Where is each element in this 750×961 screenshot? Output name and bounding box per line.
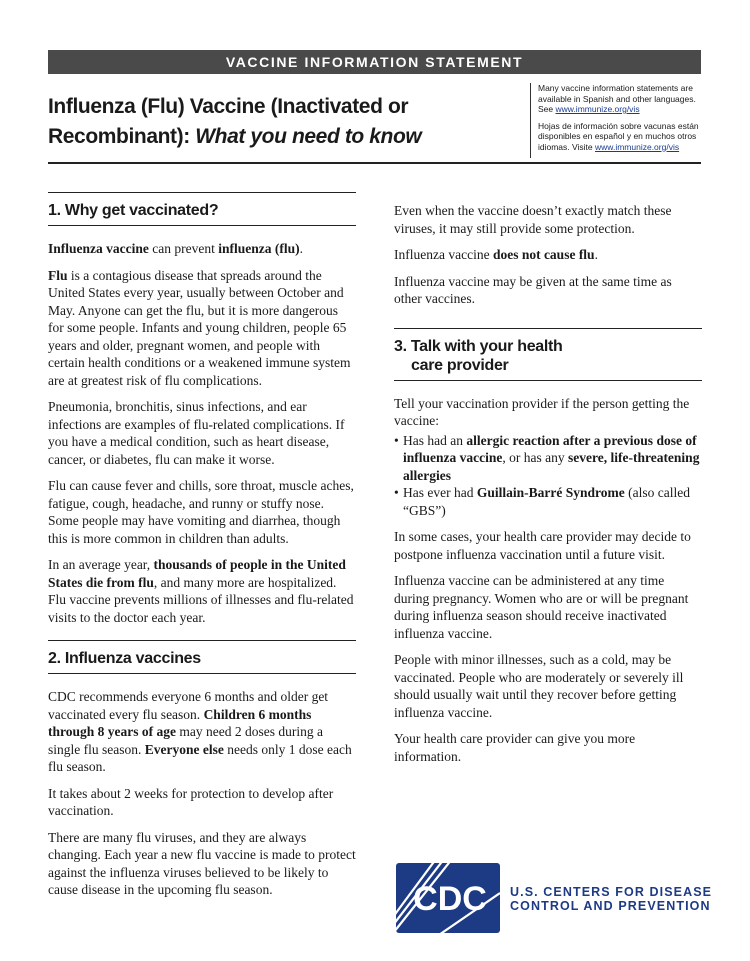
section-2-paragraph-1: [48, 688, 356, 776]
text-run: .: [594, 247, 598, 262]
section-3-paragraph-5: Your health care provider can give you more information.: [394, 731, 636, 764]
right-column: [394, 202, 702, 774]
emphasis: Guillain-Barré Syndrome: [476, 485, 625, 500]
cdc-logo-line-1: U.S. CENTERS FOR DISEASE: [510, 885, 713, 899]
section-2-paragraph-6: Influenza vaccine may be given at the same time as other vaccines.: [394, 273, 672, 306]
section-3-heading-line-2: care provider: [411, 356, 509, 374]
text-run: , and many more are hospitalized. Flu vaccine prevents millions of illnesses and flu-related visits to the doctor each year.: [48, 574, 354, 625]
language-note-english: [538, 83, 710, 115]
section-3-heading-line-1: 3. Talk with your health: [394, 337, 563, 355]
section-2-paragraph-2: It takes about 2 weeks for protection to develop after vaccination.: [48, 785, 334, 818]
section-3-paragraph-3: Influenza vaccine can be administered at any time during pregnancy. Women who are or will be pregnant during influenza season should receive inactivated influenza vaccine.: [394, 573, 689, 641]
section-2-paragraph-4: Even when the vaccine doesn’t exactly match these viruses, it may still provide some protection.: [394, 203, 672, 236]
section-2-paragraph-3: There are many flu viruses, and they are always changing. Each year a new flu vaccine is made to protect against the influenza viruses believed to be likely to cause disease in the upcoming flu season.: [48, 829, 356, 897]
emphasis: Influenza vaccine: [48, 241, 149, 256]
section-3-intro: Tell your vaccination provider if the person getting the vaccine:: [394, 395, 690, 428]
section-1-paragraph-3: Pneumonia, bronchitis, sinus infections, and ear infections are examples of flu-related complications. If you have a medical condition, such as heart disease, cancer, or diabetes, flu can make it worse.: [48, 399, 345, 467]
emphasis: Children 6 months through 8 years of age: [48, 706, 312, 739]
immunize-link-spanish[interactable]: www.immunize.org/vis: [595, 141, 680, 152]
section-1-paragraph-1: [48, 240, 356, 258]
text-run: (also called “GBS”): [403, 485, 690, 518]
emphasis: severe, life-threatening allergies: [403, 450, 700, 483]
section-3-heading: [394, 328, 702, 381]
text-run: needs only 1 dose each flu season.: [48, 741, 352, 774]
cdc-logo-line-2: CONTROL AND PREVENTION: [510, 899, 711, 913]
section-2-heading: 2. Influenza vaccines: [48, 640, 356, 674]
section-2-paragraph-5: [394, 246, 702, 264]
title-main: Influenza (Flu) Vaccine (Inactivated or Recombinant):: [48, 95, 409, 148]
text-run: is a contagious disease that spreads around the United States every year, usually between October and May. Anyone can get the flu, but it is more dangerous for some people. Infants and young children, people 65 years and older, pregnant women, and people with certain health conditions or a weakened immune system are at greatest risk of flu complications.: [48, 267, 351, 388]
text-run: CDC recommends everyone 6 months and older get vaccinated every flu season.: [48, 689, 329, 722]
language-note-spanish-text: Hojas de información sobre vacunas están disponibles en español y en muchos otros idiomas. Visite: [538, 120, 699, 152]
provider-checklist: [394, 432, 702, 520]
emphasis: allergic reaction after a previous dose of influenza vaccine: [403, 432, 697, 465]
cdc-logo-wordmark: [510, 885, 712, 913]
emphasis: Flu: [48, 267, 68, 283]
text-run: Has had an: [403, 432, 467, 448]
language-note-spanish: [538, 121, 710, 153]
page-title: [48, 92, 518, 152]
text-run: , or has any: [502, 450, 568, 465]
language-note: [530, 83, 710, 158]
section-1-paragraph-5: [48, 556, 356, 626]
cdc-logo: [396, 863, 716, 935]
emphasis: does not cause flu: [492, 247, 595, 262]
immunize-link-english[interactable]: www.immunize.org/vis: [555, 104, 640, 114]
text-run: .: [299, 241, 303, 256]
title-subtitle: What you need to know: [195, 125, 422, 148]
text-run: can prevent: [148, 241, 219, 256]
left-column: [48, 192, 356, 908]
emphasis: thousands of people in the United States die from flu: [48, 557, 346, 590]
list-item: [394, 484, 702, 519]
text-run: In an average year,: [48, 557, 154, 572]
section-1-heading: 1. Why get vaccinated?: [48, 192, 356, 226]
section-1-paragraph-2: [48, 267, 356, 390]
title-divider: [48, 162, 701, 164]
emphasis: influenza (flu): [218, 241, 300, 256]
emphasis: Everyone else: [144, 741, 224, 757]
text-run: Has ever had: [403, 485, 477, 500]
banner: VACCINE INFORMATION STATEMENT: [48, 50, 701, 74]
text-run: Influenza vaccine: [394, 247, 493, 262]
section-1-paragraph-4: Flu can cause fever and chills, sore throat, muscle aches, fatigue, cough, headache, and runny or stuffy nose. Some people may have vomiting and diarrhea, though this is more common in children than adults.: [48, 478, 354, 546]
cdc-logo-mark: [396, 863, 500, 933]
section-3-paragraph-2: In some cases, your health care provider may decide to postpone influenza vaccination until a future visit.: [394, 529, 691, 562]
section-3-paragraph-4: People with minor illnesses, such as a cold, may be vaccinated. People who are moderately or severely ill should usually wait until they recover before getting influenza vaccine.: [394, 652, 684, 720]
cdc-logo-letters: CDC: [413, 880, 487, 918]
text-run: may need 2 doses during a single flu season.: [48, 724, 323, 757]
list-item: [394, 432, 702, 485]
language-note-english-text: Many vaccine information statements are available in Spanish and other languages. See: [538, 83, 696, 114]
